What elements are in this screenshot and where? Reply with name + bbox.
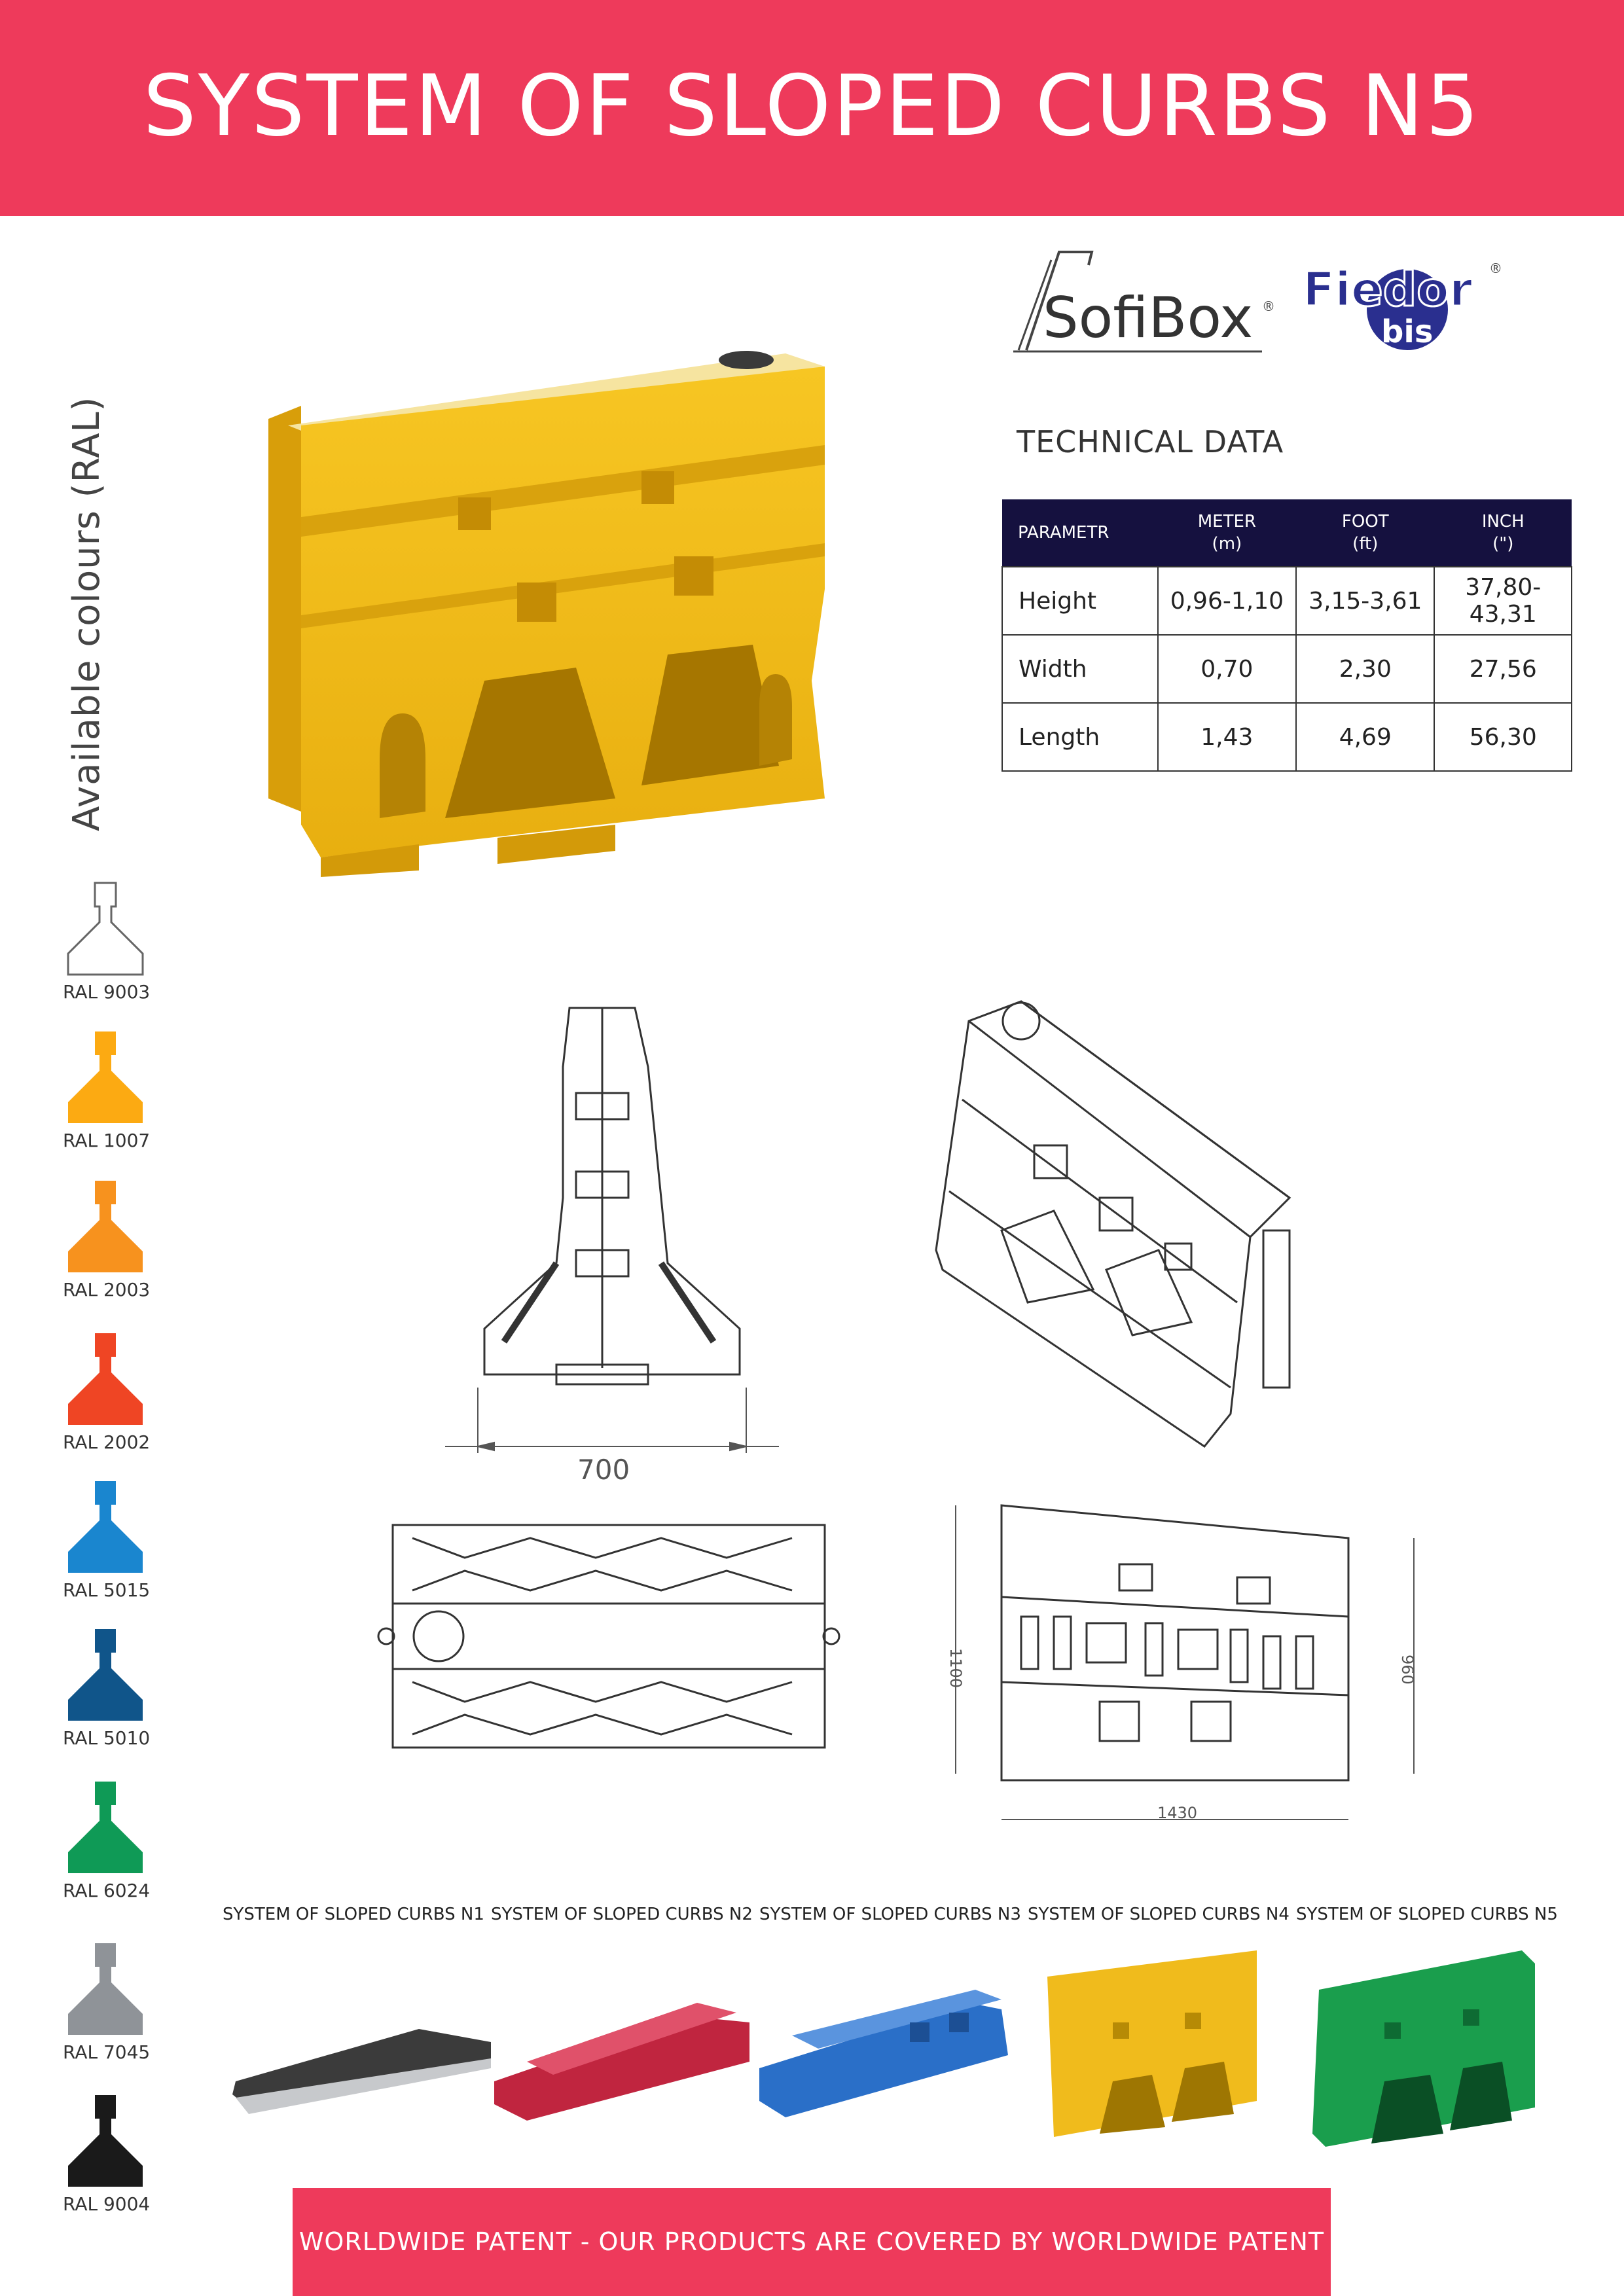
colour-label: RAL 9004	[63, 2193, 151, 2215]
variant-label-n5: SYSTEM OF SLOPED CURBS N5	[1296, 1905, 1558, 1924]
colour-swatch-ral-2002	[63, 1331, 151, 1453]
technical-data-title: TECHNICAL DATA	[1017, 424, 1284, 459]
colour-label: RAL 2003	[63, 1279, 151, 1300]
width-dimension: 700	[577, 1454, 630, 1486]
variant-image-n5	[1306, 1950, 1542, 2147]
colour-swatch-ral-1007	[63, 1029, 151, 1151]
svg-text:®: ®	[1489, 260, 1502, 276]
colour-swatch-ral-2003	[63, 1178, 151, 1300]
svg-text:®: ®	[1262, 298, 1275, 314]
cell-meter: 1,43	[1158, 703, 1296, 771]
colour-swatch-ral-5015	[63, 1479, 151, 1601]
row-label: Height	[1002, 567, 1158, 635]
cell-inch: 27,56	[1434, 635, 1572, 703]
colour-label: RAL 7045	[63, 2041, 151, 2063]
colour-swatch-ral-9004	[63, 2092, 151, 2215]
sofibox-wordmark: SofiBox	[1043, 285, 1254, 351]
available-colours-title: Available colours (RAL)	[65, 396, 108, 831]
variant-label-n2: SYSTEM OF SLOPED CURBS N2	[491, 1905, 753, 1924]
cell-foot: 4,69	[1296, 703, 1434, 771]
cell-meter: 0,70	[1158, 635, 1296, 703]
isometric-drawing	[923, 995, 1368, 1453]
colour-swatch-ral-9003	[63, 880, 151, 1003]
height-dimension: 1100	[947, 1648, 965, 1689]
variant-label-n1: SYSTEM OF SLOPED CURBS N1	[223, 1905, 484, 1924]
column-header: FOOT (ft)	[1296, 499, 1434, 567]
header-banner	[0, 0, 1624, 216]
colour-swatch-ral-6024	[63, 1779, 151, 1901]
patent-notice: WORLDWIDE PATENT - OUR PRODUCTS ARE COVERED BY WORLDWIDE PATENT	[298, 2227, 1325, 2256]
table-row	[1002, 567, 1572, 635]
row-label: Width	[1002, 635, 1158, 703]
variant-image-n3	[753, 1950, 1015, 2121]
page-title: SYSTEM OF SLOPED CURBS N5	[143, 58, 1481, 155]
cell-meter: 0,96-1,10	[1158, 567, 1296, 635]
variant-label-n4: SYSTEM OF SLOPED CURBS N4	[1028, 1905, 1290, 1924]
cell-inch: 56,30	[1434, 703, 1572, 771]
table-row	[1002, 703, 1572, 771]
fiedor-bis-logo	[1303, 259, 1506, 357]
height-dimension-2: 960	[1398, 1655, 1416, 1685]
end-view-drawing	[432, 1001, 785, 1486]
sofibox-logo	[1013, 245, 1275, 357]
colour-label: RAL 6024	[63, 1880, 151, 1901]
cell-foot: 3,15-3,61	[1296, 567, 1434, 635]
colour-label: RAL 2002	[63, 1431, 151, 1453]
column-header: PARAMETR	[1002, 499, 1158, 567]
table-row	[1002, 635, 1572, 703]
table-header-row	[1002, 499, 1572, 567]
barrier-product-image	[249, 340, 838, 877]
column-header: INCH (")	[1434, 499, 1572, 567]
length-dimension: 1430	[1157, 1804, 1198, 1822]
technical-data-table	[1001, 499, 1572, 772]
row-label: Length	[1002, 703, 1158, 771]
colour-swatch-ral-7045	[63, 1941, 151, 2063]
cell-inch: 37,80-43,31	[1434, 567, 1572, 635]
colour-label: RAL 1007	[63, 1130, 151, 1151]
colour-label: RAL 5010	[63, 1727, 151, 1749]
variant-image-n2	[488, 1950, 749, 2121]
column-header: METER (m)	[1158, 499, 1296, 567]
cell-foot: 2,30	[1296, 635, 1434, 703]
variant-label-n3: SYSTEM OF SLOPED CURBS N3	[759, 1905, 1021, 1924]
variant-image-n1	[229, 1950, 491, 2121]
top-view-drawing	[373, 1518, 844, 1761]
colour-label: RAL 5015	[63, 1579, 151, 1601]
bis-wordmark: bis	[1381, 314, 1434, 350]
colour-swatch-ral-5010	[63, 1626, 151, 1749]
footer-banner	[293, 2188, 1331, 2296]
side-view-drawing	[943, 1499, 1440, 1839]
fiedor-wordmark: Fiedor	[1303, 262, 1473, 317]
colour-label: RAL 9003	[63, 981, 151, 1003]
variant-image-n4	[1041, 1950, 1263, 2140]
